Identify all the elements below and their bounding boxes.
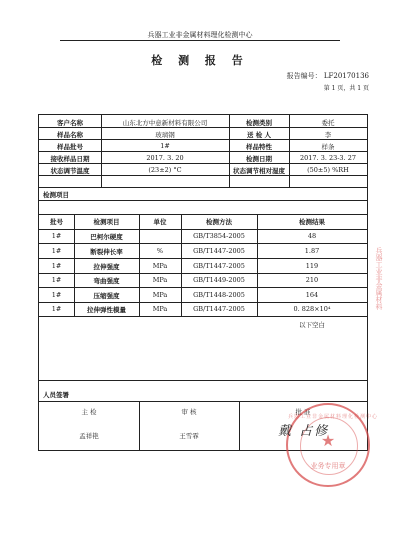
row-unit: MPa xyxy=(152,262,168,270)
humidity-label: 状态调节相对湿度 xyxy=(233,167,285,175)
blank-note: 以下空白 xyxy=(299,321,325,329)
seal-text: 业务专用章 xyxy=(310,462,346,470)
rule xyxy=(39,258,367,259)
test-date-value: 2017. 3. 23-3. 27 xyxy=(300,154,356,162)
temp-value: (23±2) °C xyxy=(148,166,182,174)
approver-label: 批 准 xyxy=(295,408,311,416)
inspector-name: 孟祥艳 xyxy=(79,432,99,440)
approver-signature: 戴 占修 xyxy=(278,424,330,439)
property-value: 样条 xyxy=(321,143,335,151)
star-icon: ★ xyxy=(320,431,336,450)
rule xyxy=(39,200,367,201)
rule xyxy=(39,151,367,152)
rule xyxy=(39,214,367,215)
row-unit: MPa xyxy=(152,276,168,284)
row-batch: 1# xyxy=(51,305,62,313)
col-header-item: 检测项目 xyxy=(93,218,120,226)
col-header-method: 检测方法 xyxy=(206,218,232,226)
official-seal xyxy=(286,403,379,487)
row-unit: MPa xyxy=(152,305,168,313)
receive-date-value: 2017. 3. 20 xyxy=(146,154,184,162)
header-divider xyxy=(60,40,340,41)
row-batch: 1# xyxy=(51,291,62,299)
reviewer-name: 王雪霏 xyxy=(179,432,199,440)
row-unit: % xyxy=(156,247,164,255)
rule xyxy=(39,139,367,140)
sender-label: 送 检 人 xyxy=(246,131,272,139)
rule xyxy=(39,316,367,317)
temp-label: 状态调节温度 xyxy=(50,167,90,175)
rule xyxy=(39,302,367,303)
seal-arc-text: 兵器工业非金属材料理化检测中心 xyxy=(288,414,379,420)
test-date-label: 检测日期 xyxy=(246,155,272,163)
row-batch: 1# xyxy=(51,276,62,284)
row-item: 压缩强度 xyxy=(93,292,120,300)
row-item: 断裂伸长率 xyxy=(90,248,123,256)
section-signatures: 人员签署 xyxy=(43,391,69,399)
row-method: GB/T3854-2005 xyxy=(193,232,245,240)
row-method: GB/T1447-2005 xyxy=(193,247,245,255)
rule xyxy=(39,243,367,244)
side-seal: 兵器工业非金属材料 xyxy=(375,246,383,310)
row-batch: 1# xyxy=(51,247,62,255)
row-batch: 1# xyxy=(51,232,62,240)
rule xyxy=(39,127,367,128)
rule xyxy=(39,229,367,230)
row-method: GB/T1447-2005 xyxy=(193,305,245,313)
report-title: 检 测 报 告 xyxy=(151,54,249,67)
sender-value: 李 xyxy=(324,131,332,139)
row-result: 119 xyxy=(305,262,319,270)
row-result: 1.87 xyxy=(304,247,320,255)
test-type-value: 委托 xyxy=(321,119,335,127)
row-item: 拉伸弹性模量 xyxy=(87,306,126,314)
property-label: 样品特性 xyxy=(246,143,272,151)
batch-label: 样品批号 xyxy=(57,143,83,151)
rule xyxy=(39,380,367,381)
sample-name-value: 玻璃钢 xyxy=(155,131,175,139)
row-result: 0. 828×10⁴ xyxy=(293,305,331,313)
row-batch: 1# xyxy=(51,262,62,270)
batch-value: 1# xyxy=(160,142,170,150)
col-header-result: 检测结果 xyxy=(299,218,325,226)
rule xyxy=(39,287,367,288)
report-number: 报告编号： LF20170136 xyxy=(286,72,369,80)
row-item: 弯曲强度 xyxy=(93,277,120,285)
humidity-value: (50±5) %RH xyxy=(307,166,349,174)
col-header-unit: 单位 xyxy=(153,218,167,226)
test-type-label: 检测类别 xyxy=(246,119,272,127)
row-result: 210 xyxy=(305,276,319,284)
client-value: 山东北方中意新材料有限公司 xyxy=(122,119,208,127)
rule xyxy=(39,175,367,176)
row-method: GB/T1448-2005 xyxy=(193,291,245,299)
client-label: 客户名称 xyxy=(57,119,83,127)
row-result: 164 xyxy=(305,291,319,299)
rule xyxy=(39,163,367,164)
row-method: GB/T1449-2005 xyxy=(193,276,245,284)
organization-name: 兵器工业非金属材料理化检测中心 xyxy=(147,31,253,39)
row-result: 48 xyxy=(307,232,317,240)
inspector-label: 主 检 xyxy=(81,408,97,416)
section-test-items: 检测项目 xyxy=(43,191,69,199)
col-header-batch: 批号 xyxy=(50,218,63,226)
row-item: 拉伸强度 xyxy=(93,263,120,271)
reviewer-label: 审 核 xyxy=(181,408,197,416)
page-info: 第 1 页，共 1 页 xyxy=(323,85,369,92)
rule xyxy=(39,401,367,402)
rule xyxy=(39,187,367,188)
row-method: GB/T1447-2005 xyxy=(193,262,245,270)
receive-date-label: 接收样品日期 xyxy=(50,155,90,163)
rule xyxy=(39,273,367,274)
sample-name-label: 样品名称 xyxy=(57,131,83,139)
row-unit: MPa xyxy=(152,291,168,299)
row-item: 巴柯尔硬度 xyxy=(90,233,123,241)
